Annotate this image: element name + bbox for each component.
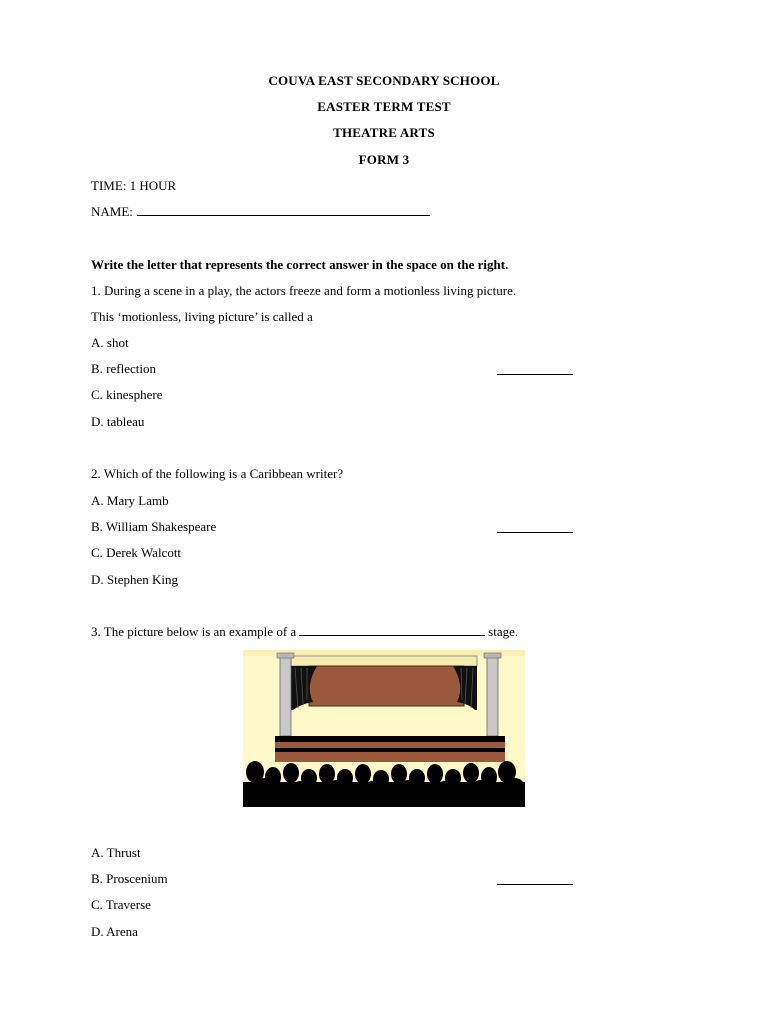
- q3-stage-blank[interactable]: [299, 635, 485, 636]
- name-label: NAME:: [91, 204, 133, 219]
- q1-text-line2: This ‘motionless, living picture’ is called a: [91, 309, 313, 324]
- q1-answer-blank[interactable]: [497, 374, 573, 375]
- q1-option-d: D. tableau: [91, 414, 145, 429]
- instructions: Write the letter that represents the correct answer in the space on the right.: [91, 257, 509, 272]
- q3-text-after: stage.: [488, 624, 519, 639]
- q2-answer-blank[interactable]: [497, 532, 573, 533]
- proscenium-stage-illustration: [243, 650, 525, 807]
- q1-option-a: A. shot: [91, 335, 129, 350]
- q2-text: 2. Which of the following is a Caribbean writer?: [91, 466, 344, 481]
- left-column-capital: [277, 653, 294, 658]
- stage-front-lower: [275, 752, 505, 762]
- q1-option-b: B. reflection: [91, 361, 156, 376]
- form-title: FORM 3: [358, 152, 410, 167]
- proscenium-header: [291, 656, 477, 666]
- stage-front-band: [275, 742, 505, 748]
- left-column: [280, 656, 291, 736]
- stage-backdrop: [309, 666, 464, 706]
- q1-option-c: C. kinesphere: [91, 387, 163, 402]
- stage-front-dark: [275, 748, 505, 752]
- q2-option-d: D. Stephen King: [91, 572, 179, 587]
- right-column-capital: [484, 653, 501, 658]
- q2-option-c: C. Derek Walcott: [91, 545, 182, 560]
- q3-answer-blank[interactable]: [497, 884, 573, 885]
- q2-option-a: A. Mary Lamb: [91, 493, 169, 508]
- name-row: [91, 204, 430, 220]
- subject-title: THEATRE ARTS: [333, 125, 435, 140]
- q2-option-b: B. William Shakespeare: [91, 519, 217, 534]
- stage-apron-edge: [275, 736, 505, 742]
- q3-text-before: 3. The picture below is an example of a: [91, 624, 297, 639]
- q3-option-b: B. Proscenium: [91, 871, 168, 886]
- time-label: TIME: 1 HOUR: [91, 178, 177, 193]
- q3-option-a: A. Thrust: [91, 845, 141, 860]
- name-blank-line[interactable]: [137, 215, 430, 216]
- q3-option-c: C. Traverse: [91, 897, 151, 912]
- right-column: [487, 656, 498, 736]
- test-title: EASTER TERM TEST: [317, 99, 451, 114]
- school-name: COUVA EAST SECONDARY SCHOOL: [268, 73, 500, 88]
- q3-text: [91, 624, 518, 640]
- q1-text-line1: 1. During a scene in a play, the actors freeze and form a motionless living picture.: [91, 283, 517, 298]
- q3-option-d: D. Arena: [91, 924, 138, 939]
